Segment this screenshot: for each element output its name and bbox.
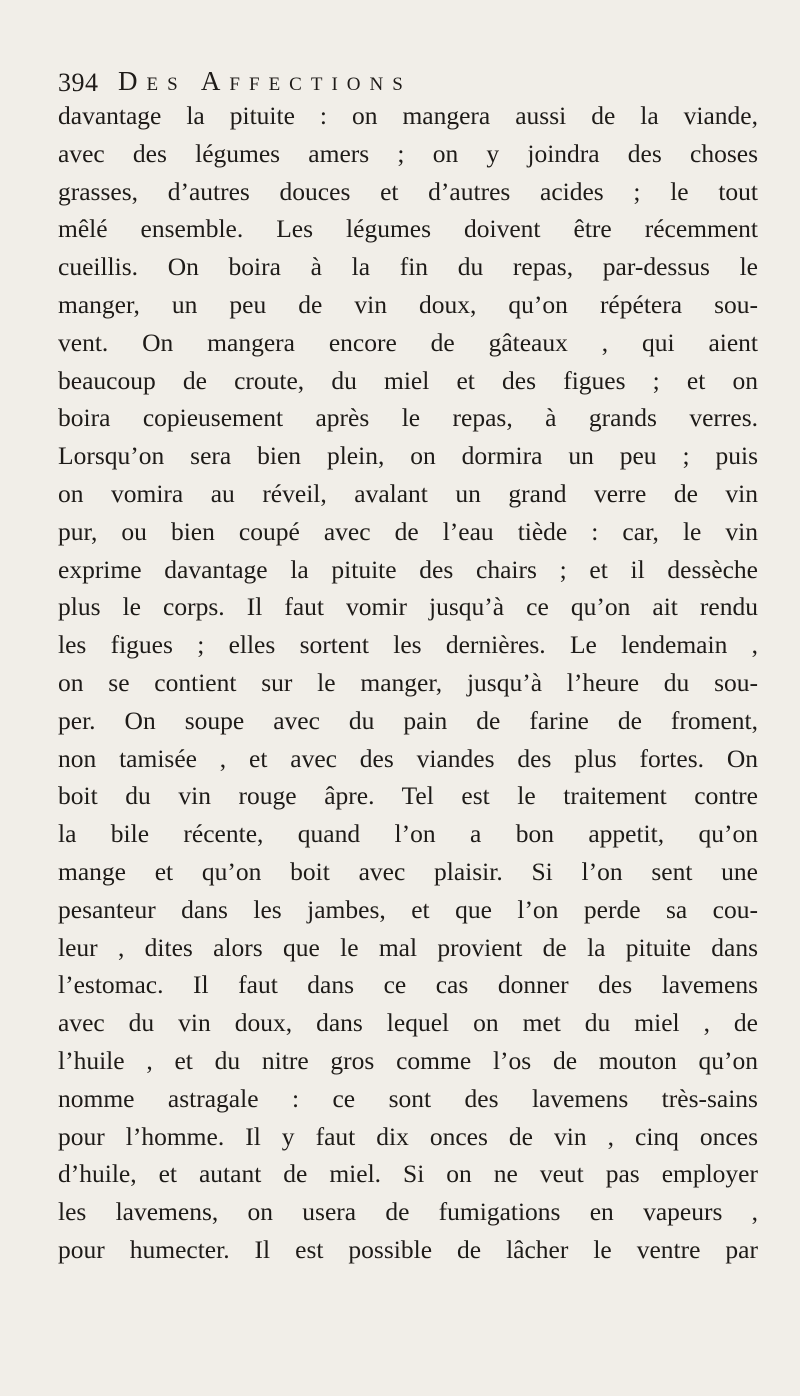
text-line: boit du vin rouge âpre. Tel est le traitement contre [58,781,758,811]
text-line: grasses, d’autres douces et d’autres acides ; le tout [58,176,758,206]
text-line: d’huile, et autant de miel. Si on ne veut pas employer [58,1159,758,1189]
text-line: on se contient sur le manger, jusqu’à l’heure du sou- [58,667,758,697]
page-number: 394 [58,68,99,97]
running-title: Des Affections [118,66,412,96]
text-line: avec du vin doux, dans lequel on met du miel , de [58,1008,758,1038]
text-line: non tamisée , et avec des viandes des plus fortes. On [58,743,758,773]
text-line: pour l’homme. Il y faut dix onces de vin , cinq onces [58,1121,758,1151]
text-line: plus le corps. Il faut vomir jusqu’à ce qu’on ait rendu [58,592,758,622]
text-line: mange et qu’on boit avec plaisir. Si l’on sent une [58,856,758,886]
text-line: pur, ou bien coupé avec de l’eau tiède : car, le vin [58,516,758,546]
text-line: les figues ; elles sortent les dernières. Le lendemain , [58,630,758,660]
text-line: Lorsqu’on sera bien plein, on dormira un peu ; puis [58,441,758,471]
text-line: boira copieusement après le repas, à grands verres. [58,403,758,433]
text-line: l’estomac. Il faut dans ce cas donner des lavemens [58,970,758,1000]
text-line: davantage la pituite : on mangera aussi de la viande, [58,101,758,130]
text-line: la bile récente, quand l’on a bon appetit, qu’on [58,819,758,849]
text-line: pesanteur dans les jambes, et que l’on perde sa cou- [58,894,758,924]
text-line: l’huile , et du nitre gros comme l’os de mouton qu’on [58,1045,758,1075]
body-text [58,97,758,1269]
text-line: mêlé ensemble. Les légumes doivent être récemment [58,214,758,244]
text-line: exprime davantage la pituite des chairs ; et il dessèche [58,554,758,584]
text-line: vent. On mangera encore de gâteaux , qui aient [58,327,758,357]
text-line: nomme astragale : ce sont des lavemens très-sains [58,1083,758,1113]
text-line: cueillis. On boira à la fin du repas, par-dessus le [58,252,758,282]
text-line: avec des légumes amers ; on y joindra des choses [58,138,758,168]
text-line: pour humecter. Il est possible de lâcher le ventre par [58,1234,758,1264]
text-line: on vomira au réveil, avalant un grand verre de vin [58,478,758,508]
text-line: per. On soupe avec du pain de farine de froment, [58,705,758,735]
text-line: manger, un peu de vin doux, qu’on répétera sou- [58,289,758,319]
text-line: leur , dites alors que le mal provient de la pituite dans [58,932,758,962]
text-line: les lavemens, on usera de fumigations en vapeurs , [58,1197,758,1227]
text-line: beaucoup de croute, du miel et des figues ; et on [58,365,758,395]
